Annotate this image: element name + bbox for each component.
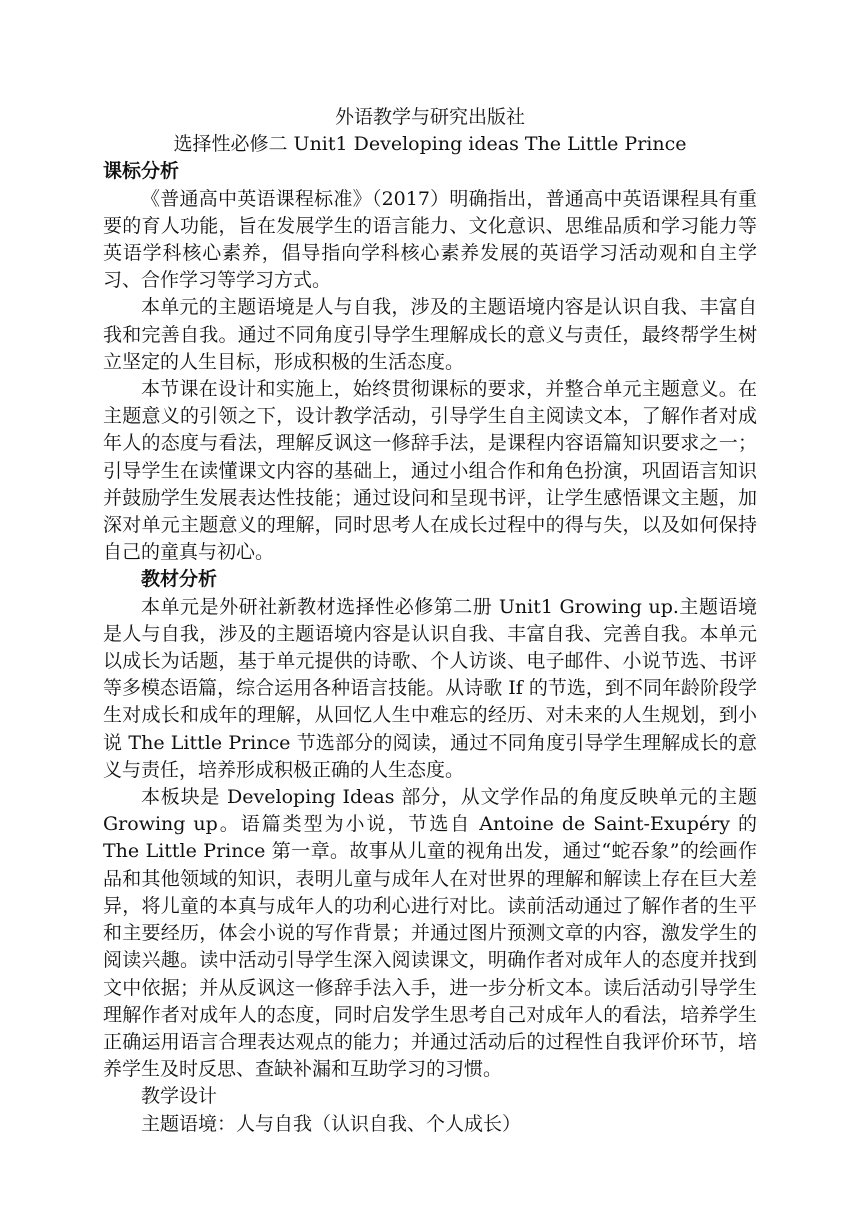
section-heading-teaching-design: 教学设计 — [141, 1085, 218, 1108]
curriculum-paragraph-2: 本单元的主题语境是人与自我，涉及的主题语境内容是认识自我、丰富自我和完善自我。通过不同角度引导学生理解成长的意义与责任，最终帮学生树立坚定的人生目标，形成积极的生活态度。 — [103, 296, 757, 373]
curriculum-paragraph-3: 本节课在设计和实施上，始终贯彻课标的要求，并整合单元主题意义。在主题意义的引领之下，设计教学活动，引导学生自主阅读文本，了解作者对成年人的态度与看法，理解反讽这一修辞手法，是课程内容语篇知识要求之一；引导学生在读懂课文内容的基础上，通过小组合作和角色扮演，巩固语言知识并鼓励学生发展表达性技能；通过设问和呈现书评，让学生感悟课文主题，加深对单元主题意义的理解，同时思考人在成长过程中的得与失，以及如何保持自己的童真与初心。 — [103, 378, 757, 564]
theme-context-line: 主题语境：人与自我（认识自我、个人成长） — [141, 1112, 522, 1135]
section-heading-curriculum-analysis: 课标分析 — [103, 160, 180, 183]
curriculum-paragraph-1: 《普通高中英语课程标准》（2017）明确指出，普通高中英语课程具有重要的育人功能，旨在发展学生的语言能力、文化意识、思维品质和学习能力等英语学科核心素养，倡导指向学科核心素养发展的英语学习活动观和自主学习、合作学习等学习方式。 — [103, 187, 757, 292]
course-title: 选择性必修二 Unit1 Developing ideas The Little Prince — [173, 133, 687, 156]
textbook-paragraph-2: 本板块是 Developing Ideas 部分，从文学作品的角度反映单元的主题 Growing up。语篇类型为小说，节选自 Antoine de Saint-Exupéry 的 The Little Prince 第一章。故事从儿童的视角出发，通过“蛇吞象”的绘画作品和其他领域的知识，表明儿童与成年人在对世界的理解和解读上存在巨大差异，将儿童的本真与成年人的功利心进行对比。读前活动通过了解作者的生平和主要经历，体会小说的写作背景；并通过图片预测文章的内容，激发学生的阅读兴趣。读中活动引导学生深入阅读课文，明确作者对成年人的态度并找到文中依据；并从反讽这一修辞手法入手，进一步分析文本。读后活动引导学生理解作者对成年人的态度，同时启发学生思考自己对成年人的看法，培养学生正确运用语言合理表达观点的能力；并通过活动后的过程性自我评价环节，培养学生及时反思、查缺补漏和互助学习的习惯。 — [103, 786, 757, 1081]
document-body — [103, 104, 757, 1138]
publisher-line: 外语教学与研究出版社 — [334, 106, 525, 128]
textbook-paragraph-1: 本单元是外研社新教材选择性必修第二册 Unit1 Growing up.主题语境是人与自我，涉及的主题语境内容是认识自我、丰富自我、完善自我。本单元以成长为话题，基于单元提供的诗歌、个人访谈、电子邮件、小说节选、书评等多模态语篇，综合运用各种语言技能。从诗歌 If 的节选，到不同年龄阶段学生对成长和成年的理解，从回忆人生中难忘的经历、对未来的人生规划，到小说 The Little Prince 节选部分的阅读，通过不同角度引导学生理解成长的意义与责任，培养形成积极正确的人生态度。 — [103, 595, 757, 781]
section-heading-textbook-analysis: 教材分析 — [141, 568, 218, 591]
